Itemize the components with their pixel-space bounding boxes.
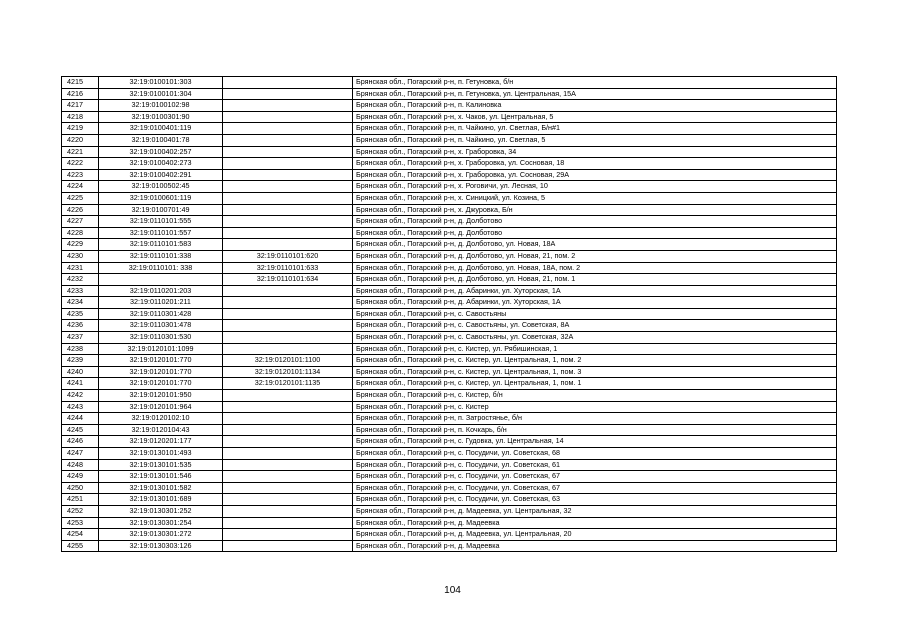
address-cell: Брянская обл., Погарский р-н, д. Долботово, ул. Новая, 18А: [353, 239, 837, 251]
table-row: [62, 390, 837, 402]
table-row: [62, 517, 837, 529]
row-number-cell: 4233: [62, 285, 99, 297]
row-number-cell: 4239: [62, 355, 99, 367]
row-number-cell: 4248: [62, 459, 99, 471]
cadastral-number-cell: 32:19:0110201:203: [99, 285, 223, 297]
cadastral-number-cell: 32:19:0130101:493: [99, 448, 223, 460]
room-cadastral-number-cell: 32:19:0110101:634: [223, 274, 353, 286]
address-cell: Брянская обл., Погарский р-н, с. Посудичи, ул. Советская, 68: [353, 448, 837, 460]
room-cadastral-number-cell: [223, 459, 353, 471]
room-cadastral-number-cell: [223, 123, 353, 135]
address-cell: Брянская обл., Погарский р-н, х. Граборовка, 34: [353, 146, 837, 158]
row-number-cell: 4232: [62, 274, 99, 286]
page-number: 104: [444, 585, 461, 596]
row-number-cell: 4238: [62, 343, 99, 355]
table-row: [62, 529, 837, 541]
row-number-cell: 4220: [62, 134, 99, 146]
table-row: [62, 88, 837, 100]
cadastral-number-cell: 32:19:0130101:535: [99, 459, 223, 471]
cadastral-number-cell: 32:19:0110201:211: [99, 297, 223, 309]
property-table-body: [62, 77, 837, 552]
room-cadastral-number-cell: 32:19:0110101:620: [223, 250, 353, 262]
address-cell: Брянская обл., Погарский р-н, с. Савостьяны: [353, 308, 837, 320]
table-row: [62, 424, 837, 436]
address-cell: Брянская обл., Погарский р-н, с. Кистер: [353, 401, 837, 413]
row-number-cell: 4219: [62, 123, 99, 135]
address-cell: Брянская обл., Погарский р-н, д. Долботово: [353, 227, 837, 239]
table-row: [62, 482, 837, 494]
row-number-cell: 4216: [62, 88, 99, 100]
row-number-cell: 4218: [62, 111, 99, 123]
address-cell: Брянская обл., Погарский р-н, п. Гетуновка, ул. Центральная, 15А: [353, 88, 837, 100]
address-cell: Брянская обл., Погарский р-н, с. Кистер, ул. Центральная, 1, пом. 3: [353, 366, 837, 378]
address-cell: Брянская обл., Погарский р-н, с. Гудовка, ул. Центральная, 14: [353, 436, 837, 448]
room-cadastral-number-cell: [223, 227, 353, 239]
row-number-cell: 4234: [62, 297, 99, 309]
table-row: [62, 378, 837, 390]
table-row: [62, 134, 837, 146]
table-row: [62, 343, 837, 355]
row-number-cell: 4215: [62, 77, 99, 89]
row-number-cell: 4253: [62, 517, 99, 529]
cadastral-number-cell: 32:19:0110301:478: [99, 320, 223, 332]
row-number-cell: 4246: [62, 436, 99, 448]
cadastral-number-cell: 32:19:0120102:10: [99, 413, 223, 425]
address-cell: Брянская обл., Погарский р-н, с. Посудичи, ул. Советская, 67: [353, 482, 837, 494]
table-row: [62, 471, 837, 483]
property-table: [61, 76, 837, 552]
row-number-cell: 4251: [62, 494, 99, 506]
cadastral-number-cell: 32:19:0120201:177: [99, 436, 223, 448]
address-cell: Брянская обл., Погарский р-н, д. Мадеевка, ул. Центральная, 32: [353, 505, 837, 517]
table-row: [62, 146, 837, 158]
cadastral-number-cell: 32:19:0100401:119: [99, 123, 223, 135]
table-row: [62, 505, 837, 517]
room-cadastral-number-cell: [223, 239, 353, 251]
table-row: [62, 77, 837, 89]
cadastral-number-cell: 32:19:0110101:557: [99, 227, 223, 239]
room-cadastral-number-cell: [223, 88, 353, 100]
room-cadastral-number-cell: [223, 111, 353, 123]
row-number-cell: 4217: [62, 100, 99, 112]
address-cell: Брянская обл., Погарский р-н, п. Чайкино, ул. Светлая, Б/н#1: [353, 123, 837, 135]
cadastral-number-cell: 32:19:0130101:689: [99, 494, 223, 506]
address-cell: Брянская обл., Погарский р-н, п. Затростянье, б/н: [353, 413, 837, 425]
cadastral-number-cell: 32:19:0120101:770: [99, 355, 223, 367]
address-cell: Брянская обл., Погарский р-н, д. Абаринки, ул. Хуторская, 1А: [353, 285, 837, 297]
row-number-cell: 4231: [62, 262, 99, 274]
cadastral-number-cell: 32:19:0100101:303: [99, 77, 223, 89]
row-number-cell: 4252: [62, 505, 99, 517]
cadastral-number-cell: 32:19:0120101:950: [99, 390, 223, 402]
table-row: [62, 494, 837, 506]
row-number-cell: 4223: [62, 169, 99, 181]
room-cadastral-number-cell: [223, 505, 353, 517]
room-cadastral-number-cell: [223, 448, 353, 460]
room-cadastral-number-cell: [223, 192, 353, 204]
table-row: [62, 169, 837, 181]
row-number-cell: 4229: [62, 239, 99, 251]
row-number-cell: 4249: [62, 471, 99, 483]
cadastral-number-cell: 32:19:0100101:304: [99, 88, 223, 100]
row-number-cell: 4241: [62, 378, 99, 390]
row-number-cell: 4245: [62, 424, 99, 436]
cadastral-number-cell: 32:19:0120104:43: [99, 424, 223, 436]
cadastral-number-cell: 32:19:0110101:583: [99, 239, 223, 251]
row-number-cell: 4254: [62, 529, 99, 541]
cadastral-number-cell: 32:19:0100402:273: [99, 158, 223, 170]
cadastral-number-cell: 32:19:0100701:49: [99, 204, 223, 216]
address-cell: Брянская обл., Погарский р-н, п. Чайкино, ул. Светлая, 5: [353, 134, 837, 146]
room-cadastral-number-cell: [223, 482, 353, 494]
table-row: [62, 262, 837, 274]
cadastral-number-cell: 32:19:0110101: 338: [99, 262, 223, 274]
address-cell: Брянская обл., Погарский р-н, х. Джуровка, Б/н: [353, 204, 837, 216]
table-row: [62, 204, 837, 216]
address-cell: Брянская обл., Погарский р-н, д. Мадеевка: [353, 540, 837, 552]
room-cadastral-number-cell: [223, 320, 353, 332]
room-cadastral-number-cell: [223, 529, 353, 541]
address-cell: Брянская обл., Погарский р-н, х. Граборовка, ул. Сосновая, 29А: [353, 169, 837, 181]
address-cell: Брянская обл., Погарский р-н, с. Посудичи, ул. Советская, 63: [353, 494, 837, 506]
room-cadastral-number-cell: [223, 134, 353, 146]
room-cadastral-number-cell: [223, 77, 353, 89]
cadastral-number-cell: 32:19:0120101:1099: [99, 343, 223, 355]
room-cadastral-number-cell: [223, 343, 353, 355]
address-cell: Брянская обл., Погарский р-н, с. Посудичи, ул. Советская, 67: [353, 471, 837, 483]
room-cadastral-number-cell: [223, 390, 353, 402]
room-cadastral-number-cell: [223, 471, 353, 483]
cadastral-number-cell: 32:19:0110301:530: [99, 332, 223, 344]
address-cell: Брянская обл., Погарский р-н, д. Долботово, ул. Новая, 18А, пом. 2: [353, 262, 837, 274]
table-row: [62, 250, 837, 262]
table-row: [62, 320, 837, 332]
cadastral-number-cell: 32:19:0100402:257: [99, 146, 223, 158]
table-row: [62, 459, 837, 471]
address-cell: Брянская обл., Погарский р-н, с. Посудичи, ул. Советская, 61: [353, 459, 837, 471]
address-cell: Брянская обл., Погарский р-н, с. Кистер, ул. Рябишинская, 1: [353, 343, 837, 355]
row-number-cell: 4243: [62, 401, 99, 413]
table-row: [62, 366, 837, 378]
room-cadastral-number-cell: 32:19:0120101:1135: [223, 378, 353, 390]
room-cadastral-number-cell: [223, 146, 353, 158]
room-cadastral-number-cell: [223, 204, 353, 216]
address-cell: Брянская обл., Погарский р-н, с. Кистер, ул. Центральная, 1, пом. 1: [353, 378, 837, 390]
room-cadastral-number-cell: [223, 424, 353, 436]
table-row: [62, 100, 837, 112]
room-cadastral-number-cell: [223, 158, 353, 170]
cadastral-number-cell: [99, 274, 223, 286]
address-cell: Брянская обл., Погарский р-н, п. Гетуновка, б/н: [353, 77, 837, 89]
room-cadastral-number-cell: [223, 494, 353, 506]
cadastral-number-cell: 32:19:0130303:126: [99, 540, 223, 552]
row-number-cell: 4237: [62, 332, 99, 344]
cadastral-number-cell: 32:19:0130301:252: [99, 505, 223, 517]
row-number-cell: 4236: [62, 320, 99, 332]
table-row: [62, 308, 837, 320]
room-cadastral-number-cell: [223, 100, 353, 112]
address-cell: Брянская обл., Погарский р-н, с. Кистер, ул. Центральная, 1, пом. 2: [353, 355, 837, 367]
table-row: [62, 355, 837, 367]
table-row: [62, 401, 837, 413]
address-cell: Брянская обл., Погарский р-н, х. Граборовка, ул. Сосновая, 18: [353, 158, 837, 170]
cadastral-number-cell: 32:19:0130301:254: [99, 517, 223, 529]
address-cell: Брянская обл., Погарский р-н, д. Мадеевка: [353, 517, 837, 529]
row-number-cell: 4227: [62, 216, 99, 228]
address-cell: Брянская обл., Погарский р-н, х. Синицкий, ул. Козина, 5: [353, 192, 837, 204]
room-cadastral-number-cell: [223, 413, 353, 425]
table-row: [62, 192, 837, 204]
table-row: [62, 413, 837, 425]
cadastral-number-cell: 32:19:0120101:770: [99, 378, 223, 390]
table-row: [62, 285, 837, 297]
room-cadastral-number-cell: [223, 308, 353, 320]
row-number-cell: 4255: [62, 540, 99, 552]
cadastral-number-cell: 32:19:0100402:291: [99, 169, 223, 181]
cadastral-number-cell: 32:19:0100401:78: [99, 134, 223, 146]
room-cadastral-number-cell: [223, 332, 353, 344]
address-cell: Брянская обл., Погарский р-н, д. Мадеевка, ул. Центральная, 20: [353, 529, 837, 541]
address-cell: Брянская обл., Погарский р-н, д. Абаринки, ул. Хуторская, 1А: [353, 297, 837, 309]
address-cell: Брянская обл., Погарский р-н, с. Савостьяны, ул. Советская, 32А: [353, 332, 837, 344]
room-cadastral-number-cell: 32:19:0120101:1134: [223, 366, 353, 378]
room-cadastral-number-cell: [223, 401, 353, 413]
table-row: [62, 274, 837, 286]
address-cell: Брянская обл., Погарский р-н, с. Савостьяны, ул. Советская, 8А: [353, 320, 837, 332]
room-cadastral-number-cell: [223, 297, 353, 309]
row-number-cell: 4225: [62, 192, 99, 204]
room-cadastral-number-cell: [223, 436, 353, 448]
row-number-cell: 4226: [62, 204, 99, 216]
cadastral-number-cell: 32:19:0100102:98: [99, 100, 223, 112]
cadastral-number-cell: 32:19:0100502:45: [99, 181, 223, 193]
table-row: [62, 297, 837, 309]
row-number-cell: 4228: [62, 227, 99, 239]
room-cadastral-number-cell: [223, 181, 353, 193]
cadastral-number-cell: 32:19:0100301:90: [99, 111, 223, 123]
cadastral-number-cell: 32:19:0130101:546: [99, 471, 223, 483]
table-row: [62, 158, 837, 170]
room-cadastral-number-cell: [223, 540, 353, 552]
cadastral-number-cell: 32:19:0130301:272: [99, 529, 223, 541]
address-cell: Брянская обл., Погарский р-н, х. Чаков, ул. Центральная, 5: [353, 111, 837, 123]
row-number-cell: 4242: [62, 390, 99, 402]
cadastral-number-cell: 32:19:0120101:964: [99, 401, 223, 413]
room-cadastral-number-cell: [223, 285, 353, 297]
row-number-cell: 4221: [62, 146, 99, 158]
row-number-cell: 4244: [62, 413, 99, 425]
table-row: [62, 181, 837, 193]
table-row: [62, 216, 837, 228]
address-cell: Брянская обл., Погарский р-н, д. Долботово, ул. Новая, 21, пом. 1: [353, 274, 837, 286]
row-number-cell: 4222: [62, 158, 99, 170]
table-row: [62, 123, 837, 135]
row-number-cell: 4247: [62, 448, 99, 460]
table-row: [62, 111, 837, 123]
address-cell: Брянская обл., Погарский р-н, п. Кочкарь, б/н: [353, 424, 837, 436]
address-cell: Брянская обл., Погарский р-н, п. Калиновка: [353, 100, 837, 112]
row-number-cell: 4250: [62, 482, 99, 494]
address-cell: Брянская обл., Погарский р-н, д. Долботово: [353, 216, 837, 228]
table-row: [62, 239, 837, 251]
cadastral-number-cell: 32:19:0110101:555: [99, 216, 223, 228]
row-number-cell: 4235: [62, 308, 99, 320]
table-row: [62, 332, 837, 344]
address-cell: Брянская обл., Погарский р-н, х. Роговичи, ул. Лесная, 10: [353, 181, 837, 193]
row-number-cell: 4240: [62, 366, 99, 378]
cadastral-number-cell: 32:19:0110301:428: [99, 308, 223, 320]
room-cadastral-number-cell: [223, 169, 353, 181]
table-row: [62, 436, 837, 448]
row-number-cell: 4224: [62, 181, 99, 193]
table-row: [62, 540, 837, 552]
table-row: [62, 448, 837, 460]
cadastral-number-cell: 32:19:0130101:582: [99, 482, 223, 494]
cadastral-number-cell: 32:19:0110101:338: [99, 250, 223, 262]
row-number-cell: 4230: [62, 250, 99, 262]
address-cell: Брянская обл., Погарский р-н, д. Долботово, ул. Новая, 21, пом. 2: [353, 250, 837, 262]
address-cell: Брянская обл., Погарский р-н, с. Кистер, б/н: [353, 390, 837, 402]
table-row: [62, 227, 837, 239]
room-cadastral-number-cell: 32:19:0110101:633: [223, 262, 353, 274]
cadastral-number-cell: 32:19:0100601:119: [99, 192, 223, 204]
room-cadastral-number-cell: [223, 216, 353, 228]
room-cadastral-number-cell: [223, 517, 353, 529]
room-cadastral-number-cell: 32:19:0120101:1100: [223, 355, 353, 367]
cadastral-number-cell: 32:19:0120101:770: [99, 366, 223, 378]
